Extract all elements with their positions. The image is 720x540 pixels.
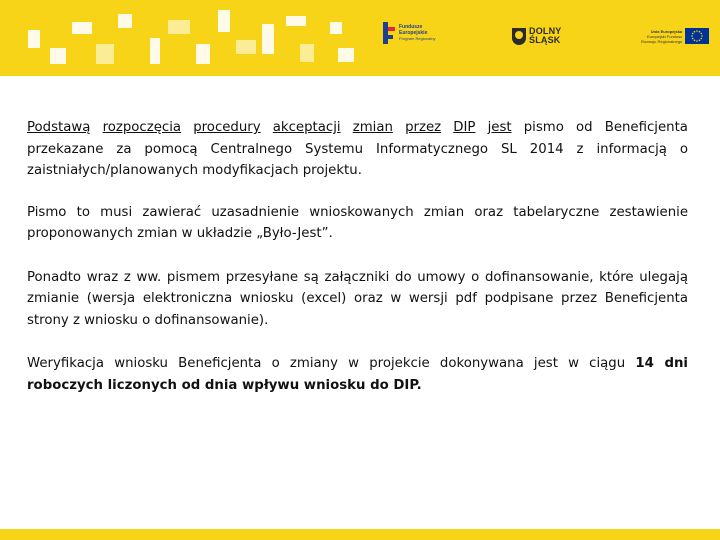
banner-decoration xyxy=(286,16,306,26)
underlined-phrase-word: Podstawą xyxy=(27,120,91,135)
fundusze-line1: Fundusze xyxy=(399,24,423,30)
banner-decoration xyxy=(218,10,230,32)
paragraph-4 xyxy=(27,353,688,396)
dolny-slask-logo xyxy=(512,27,562,45)
banner-decoration xyxy=(300,44,314,62)
dolny-slask-line2: ŚLĄSK xyxy=(529,35,561,45)
footer-bar xyxy=(0,529,720,540)
underlined-phrase-word: DIP xyxy=(453,120,476,135)
unia-europejska-logo xyxy=(641,28,709,44)
eagle-crest-icon xyxy=(512,28,526,45)
dolny-slask-line1: DOLNY xyxy=(529,26,562,36)
paragraph-1-rest: pismo od Beneficjenta przekazane za pomocą Centralnego Systemu Informatycznego SL 2014 z informacją o zaistniałych/planowanych modyfikacjach projektu. xyxy=(27,120,688,178)
banner-decoration xyxy=(262,24,274,54)
header-banner xyxy=(0,0,720,76)
banner-decoration xyxy=(118,14,132,28)
paragraph-3: Ponadto wraz z ww. pismem przesyłane są załączniki do umowy o dofinansowanie, które ulegają zmianie (wersja elektroniczna wniosku (excel) oraz w wersji pdf podpisane przez Beneficjenta strony z wniosku o dofinansowanie). xyxy=(27,269,688,328)
paragraph-2: Pismo to musi zawierać uzasadnienie wnioskowanych zmian oraz tabelaryczne zestawienie proponowanych zmian w układzie „Było-Jest”. xyxy=(27,204,688,241)
banner-decoration xyxy=(196,44,210,64)
fundusze-line2: Europejskie xyxy=(399,30,428,36)
ue-line2: Europejski Fundusz xyxy=(647,33,683,39)
paragraph-4-bold: 14 dni roboczych liczonych od dnia wpływu wniosku do DIP. xyxy=(27,356,688,393)
banner-decoration xyxy=(28,30,40,48)
underlined-phrase-word: akceptacji xyxy=(272,120,341,135)
eu-flag-icon xyxy=(685,28,709,44)
banner-decoration xyxy=(338,48,354,62)
fundusze-line3: Program Regionalny xyxy=(399,36,436,41)
underlined-phrase-word: procedury xyxy=(193,120,261,135)
banner-decoration xyxy=(72,22,92,34)
banner-decoration xyxy=(50,48,66,64)
underlined-phrase-word: jest xyxy=(487,120,512,135)
banner-decoration xyxy=(150,38,160,64)
banner-decoration xyxy=(96,44,114,64)
paragraph-4-text: Weryfikacja wniosku Beneficjenta o zmiany w projekcie dokonywana jest w ciągu xyxy=(27,356,636,371)
ue-line1: Unia Europejska xyxy=(650,28,683,34)
underlined-phrase-word: rozpoczęcia xyxy=(102,120,182,135)
underlined-phrase-word: przez xyxy=(405,120,442,135)
paragraph-1 xyxy=(27,117,688,182)
banner-decoration xyxy=(168,20,190,34)
underlined-phrase-word: zmian xyxy=(352,120,393,135)
banner-decoration xyxy=(236,40,256,54)
banner-decoration xyxy=(330,22,342,34)
document-body xyxy=(27,117,688,418)
fundusze-europejskie-logo xyxy=(383,22,435,44)
ue-line3: Rozwoju Regionalnego xyxy=(641,38,683,44)
fundusze-mark-icon xyxy=(383,22,395,44)
